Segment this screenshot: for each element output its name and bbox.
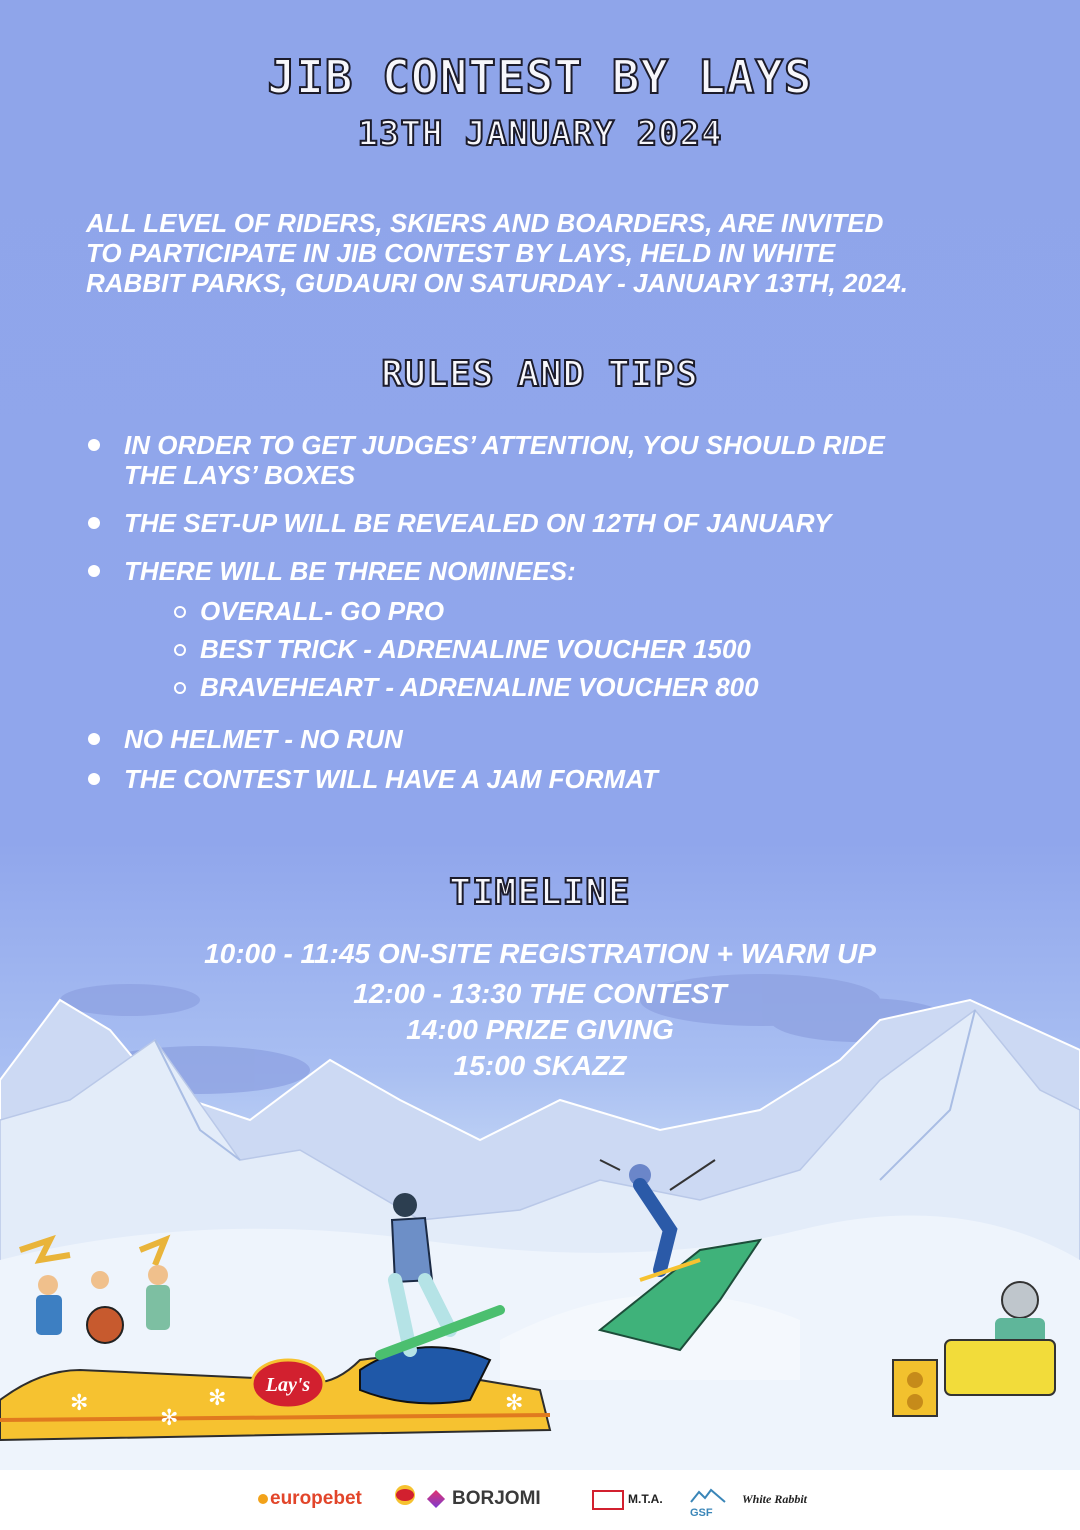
rule-text: THE CONTEST WILL HAVE A JAM FORMAT: [124, 764, 658, 794]
intro-line: RABBIT PARKS, GUDAURI ON SATURDAY - JANUARY 13TH, 2024.: [86, 268, 909, 298]
lays-icon: [394, 1484, 416, 1506]
europebet-logo: europebet: [258, 1488, 362, 1510]
nominee-text: BRAVEHEART - ADRENALINE VOUCHER 800: [200, 672, 759, 702]
nominee-text: BEST TRICK - ADRENALINE VOUCHER 1500: [200, 634, 751, 664]
rule-item: [86, 508, 986, 538]
rule-item: [86, 430, 986, 490]
rule-text: THERE WILL BE THREE NOMINEES:: [124, 556, 576, 586]
rule-text: IN ORDER TO GET JUDGES’ ATTENTION, YOU SHOULD RIDE: [124, 430, 885, 460]
timeline-item: 12:00 - 13:30 THE CONTEST: [353, 978, 727, 1009]
nominee-item: [162, 630, 986, 668]
snowflake-icon: ✻: [160, 1406, 179, 1431]
bullet-icon: [88, 439, 100, 451]
lays-logo: [394, 1484, 416, 1512]
rule-item: [86, 724, 986, 754]
intro-paragraph: [86, 208, 986, 298]
timeline-item: 10:00 - 11:45 ON-SITE REGISTRATION + WARM UP: [204, 938, 876, 969]
europebet-dot-icon: [258, 1494, 268, 1504]
borjomi-icon: [427, 1490, 445, 1508]
mta-icon: [592, 1490, 624, 1510]
timeline-item: 14:00 PRIZE GIVING: [406, 1014, 674, 1045]
bullet-icon: [88, 565, 100, 577]
snowflake-icon: ✻: [208, 1386, 227, 1411]
intro-line: ALL LEVEL OF RIDERS, SKIERS AND BOARDERS, ARE INVITED: [86, 208, 884, 238]
snowflake-icon: ✻: [70, 1391, 89, 1416]
sub-bullet-icon: [174, 606, 186, 618]
sponsor-footer: [0, 1470, 1080, 1530]
nominee-item: [162, 592, 986, 630]
mta-logo: M.T.A.: [592, 1490, 663, 1510]
speaker-icon: [893, 1360, 937, 1416]
lays-box-logo: Lay's: [265, 1374, 311, 1396]
bullet-icon: [88, 517, 100, 529]
page-title: JIB CONTEST BY LAYS: [267, 50, 813, 104]
sub-bullet-icon: [174, 644, 186, 656]
bullet-icon: [88, 773, 100, 785]
timeline-heading: TIMELINE: [449, 872, 631, 913]
sub-bullet-icon: [174, 682, 186, 694]
rules-heading: RULES AND TIPS: [381, 354, 699, 395]
intro-line: TO PARTICIPATE IN JIB CONTEST BY LAYS, HELD IN WHITE: [86, 238, 836, 268]
rule-text: THE LAYS’ BOXES: [124, 460, 356, 490]
nominee-item: [162, 668, 986, 706]
snowflake-icon: ✻: [505, 1391, 524, 1416]
nominee-list: [124, 592, 986, 706]
borjomi-logo: BORJOMI: [428, 1488, 541, 1510]
rule-item: [86, 556, 986, 706]
white-rabbit-logo: White Rabbit: [742, 1492, 808, 1506]
nominee-text: OVERALL- GO PRO: [200, 596, 445, 626]
rule-item: [86, 764, 986, 794]
gsf-logo: GSF: [690, 1488, 726, 1519]
event-date: 13TH JANUARY 2024: [357, 114, 723, 154]
rule-text: THE SET-UP WILL BE REVEALED ON 12TH OF JANUARY: [124, 508, 832, 538]
rule-text: NO HELMET - NO RUN: [124, 724, 403, 754]
rules-list: [86, 430, 986, 812]
bullet-icon: [88, 733, 100, 745]
gsf-mountain-icon: [690, 1488, 726, 1504]
timeline-item: 15:00 SKAZZ: [453, 1050, 627, 1081]
